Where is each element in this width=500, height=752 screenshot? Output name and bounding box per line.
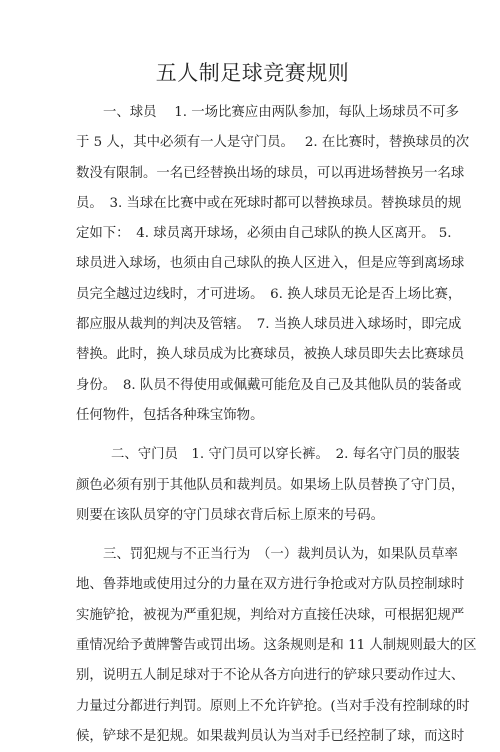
paragraph-line: 员完全越过边线时，才可进场。 6. 换人球员无论是否上场比赛，: [76, 286, 462, 302]
paragraph-line: 二、守门员 1. 守门员可以穿长裤。 2. 每名守门员的服装: [111, 447, 460, 463]
paragraph-goalkeeper: [76, 440, 465, 531]
paragraph-spacer: [76, 531, 429, 540]
paragraph-line: 力量过分都进行判罚。原则上不允许铲抢。(当对手没有控制球的时: [76, 698, 470, 714]
document-title: 五人制足球竞赛规则: [155, 61, 350, 85]
paragraph-line: 身份。 8. 队员不得使用或佩戴可能危及自己及其他队员的装备或: [76, 377, 462, 393]
paragraph-line: 重情况给予黄牌警告或罚出场。这条规则是和 11 人制规则最大的区: [76, 638, 477, 654]
paragraph-line: 替换。此时，换人球员成为比赛球员，被换人球员即失去比赛球员: [76, 347, 465, 363]
paragraph-line: 一、球员 1. 一场比赛应由两队参加，每队上场球员不可多: [103, 105, 460, 120]
paragraph-line: 员。 3. 当球在比赛中或在死球时都可以替换球员。替换球员的规: [76, 195, 462, 211]
paragraph-line: 于 5 人，其中必须有一人是守门员。 2. 在比赛时，替换球员的次: [76, 135, 470, 151]
paragraph-fouls: [76, 540, 477, 752]
paragraph-players: [76, 98, 470, 431]
paragraph-line: 三、罚犯规与不正当行为 （一）裁判员认为，如果队员草率: [103, 547, 458, 563]
paragraph-line: 实施铲抢，被视为严重犯规，判给对方直接任决球，可根据犯规严: [76, 607, 465, 623]
paragraph-line: 则要在该队员穿的守门员球衣背后标上原来的号码。: [76, 507, 384, 523]
paragraph-line: 地、鲁莽地或使用过分的力量在双方进行争抢或对方队员控制球时: [76, 577, 465, 593]
paragraph-line: 都应服从裁判的判决及管辖。 7. 当换人球员进入球场时，即完成: [76, 317, 462, 333]
paragraph-line: 颜色必须有别于其他队员和裁判员。如果场上队员替换了守门员，: [76, 477, 465, 493]
paragraph-line: 候，铲球不是犯规。如果裁判员认为当对手已经控制了球，而这时: [76, 728, 465, 744]
paragraph-line: 球员进入球场，也须由自己球队的换人区进入，但是应等到离场球: [76, 256, 465, 272]
paragraph-spacer: [76, 431, 429, 440]
paragraph-line: 定如下： 4. 球员离开球场，必须由自己球队的换人区离开。 5.: [76, 226, 452, 242]
paragraph-line: 数没有限制。一名已经替换出场的球员，可以再进场替换另一名球: [76, 165, 465, 181]
paragraph-line: 别，说明五人制足球对于不论从各方向进行的铲球只要动作过大、: [76, 668, 465, 684]
paragraph-line: 任何物件，包括各种珠宝饰物。: [76, 407, 264, 423]
